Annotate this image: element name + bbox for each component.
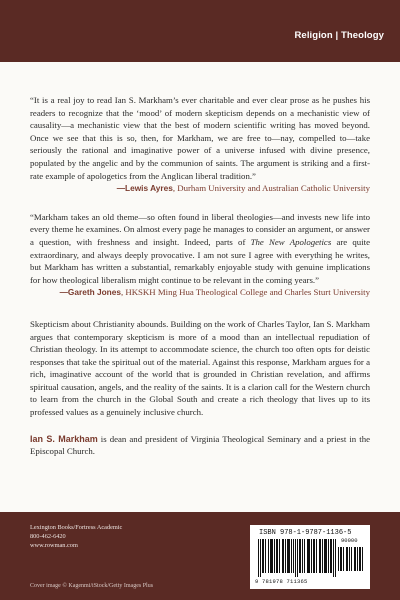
author-bio (30, 433, 370, 458)
publisher-info (30, 523, 122, 550)
endorser-affiliation: , Durham University and Australian Catholic University (172, 183, 370, 194)
publisher-phone: 800-462-6420 (30, 533, 66, 540)
isbn-barcode (250, 525, 370, 589)
price-code: 90000 (341, 537, 358, 544)
endorsement-quote (30, 211, 370, 287)
publisher-url: www.rowman.com (30, 542, 78, 549)
endorsement-attribution (30, 182, 370, 195)
cover-image-credit: Cover image © Kagenmi/iStock/Getty Images Plus (30, 583, 154, 589)
back-cover-text (30, 94, 370, 467)
publisher-name: Lexington Books/Fortress Academic (30, 524, 123, 531)
isbn-number: ISBN 978-1-9787-1136-5 (259, 529, 352, 537)
endorser-name: —Lewis Ayres (116, 183, 173, 194)
author-name: Ian S. Markham (30, 433, 98, 444)
endorsement-2 (30, 211, 370, 299)
endorsement-quote: “It is a real joy to read Ian S. Markham’s ever charitable and ever clear prose as he pushes his readers to recognize that the ‘mood’ of modern skepticism depends on a mechanistic view of causality—a mechanistic view that the best of modern scientific writing has moved beyond. Once we see that this is so, then, for Markham, we are free to—nay, compelled to—take seriously the rational and imaginative power of a universe infused with divine presence, populated by the angelic and by the communion of saints. The argument is striking and a first-rate example of apologetics from the Anglican liberal tradition.” (30, 95, 370, 181)
endorsement-1 (30, 94, 370, 195)
top-color-band (0, 0, 400, 62)
endorser-name: —Gareth Jones (59, 287, 121, 298)
ean-digits: 9 781978 711365 (255, 578, 308, 585)
price-barcode-bars (338, 541, 364, 571)
quote-text-part: “Markham takes an old theme—so often found in liberal theologies—and invests new life into every theme he examines. On almost every page he manages to consider an argument, or answer a question, with freshness and insight. Indeed, parts of (30, 211, 370, 247)
quote-text-part: are quite extraordinary, and always deeply provocative. I am not sure I agree with everything he writes, but Markham has written a substantial, remarkably enjoyable study with genuine implications for how theological liberalism might continue to be relevant in the coming years.” (30, 236, 371, 285)
author-bio-text: is dean and president of Virginia Theological Seminary and a priest in the Episcopal Church. (30, 433, 370, 457)
endorser-affiliation: , HKSKH Ming Hua Theological College and Charles Sturt University (120, 287, 370, 298)
category-label: Religion | Theology (294, 30, 384, 41)
ean-barcode-bars (258, 539, 336, 577)
endorsement-attribution (30, 286, 370, 299)
book-title-italic: The New Apologetics (250, 236, 332, 247)
book-description: Skepticism about Christianity abounds. Building on the work of Charles Taylor, Ian S. Markham argues that contemporary skepticism is more of a mood than an intellectual repudiation of Christian theology. In its attempt to accommodate science, the church too often opts for deistic responses that take the spiritual out of the material. Against this response, Markham argues for a rich, imaginative account of the world that is grounded in Christian revelation, and affirms spiritual causation, angels, and the reality of the saints. It is a clarion call for the Western church to learn from the church in the Global South and create a rich theology that lives up to its professed values as a genuinely inclusive church. (30, 318, 370, 418)
